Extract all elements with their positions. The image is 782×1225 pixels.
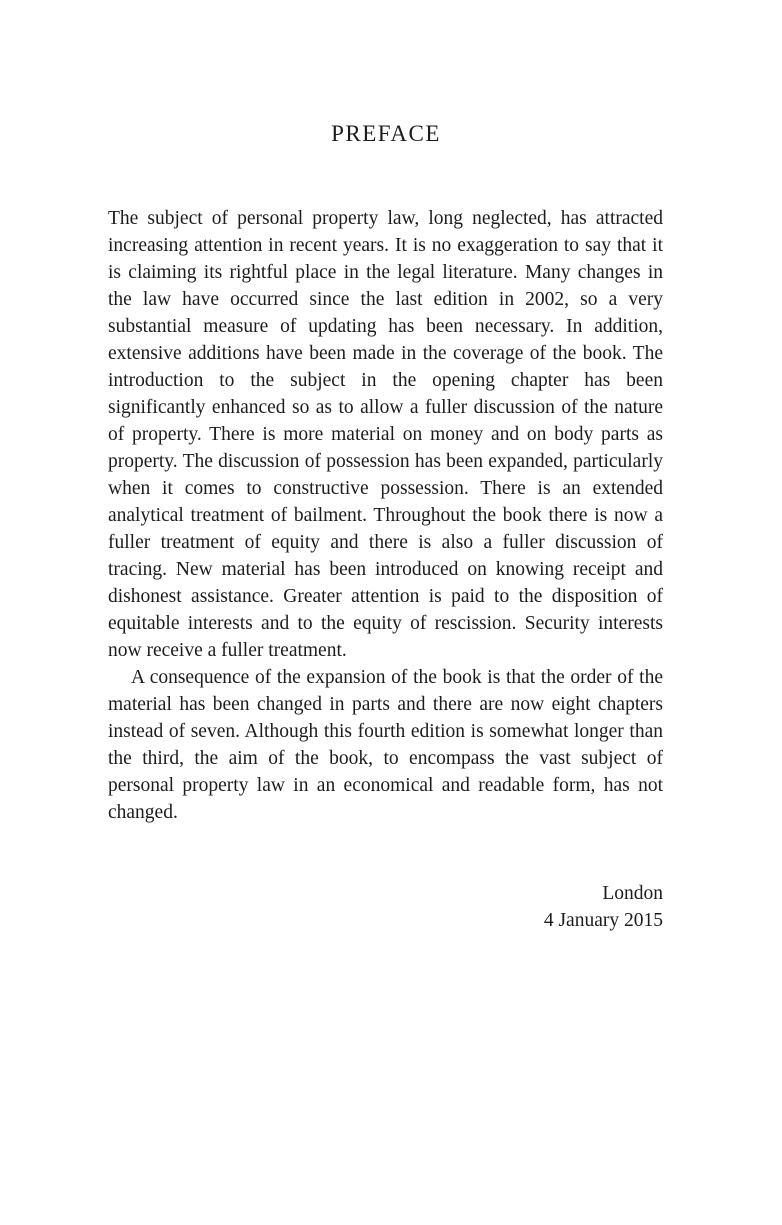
paragraph-2: A consequence of the expansion of the book is that the order of the material has been changed in parts and there are now eight chapters instead of seven. Although this fourth edition is somewhat longer than the third, the aim of the book, to encompass the vast subject of personal property law in an economical and readable form, has not changed. bbox=[108, 667, 663, 823]
signoff-date: 4 January 2015 bbox=[543, 910, 663, 931]
signoff bbox=[108, 880, 663, 934]
preface-body bbox=[108, 205, 663, 826]
signoff-place: London bbox=[602, 883, 663, 904]
page-title: PREFACE bbox=[331, 121, 441, 146]
paragraph-1: The subject of personal property law, long neglected, has attracted increasing attention in recent years. It is no exaggeration to say that it is claiming its rightful place in the legal literature. Many changes in the law have occurred since the last edition in 2002, so a very substantial measure of updating has been necessary. In addition, extensive additions have been made in the coverage of the book. The introduction to the subject in the opening chapter has been significantly enhanced so as to allow a fuller discussion of the nature of property. There is more material on money and on body parts as property. The discussion of possession has been expanded, particularly when it comes to constructive possession. There is an extended analytical treatment of bailment. Throughout the book there is now a fuller treatment of equity and there is also a fuller discussion of tracing. New material has been introduced on knowing receipt and dishonest assistance. Greater attention is paid to the disposition of equitable interests and to the equity of rescission. Security interests now receive a fuller treatment. bbox=[108, 208, 663, 661]
